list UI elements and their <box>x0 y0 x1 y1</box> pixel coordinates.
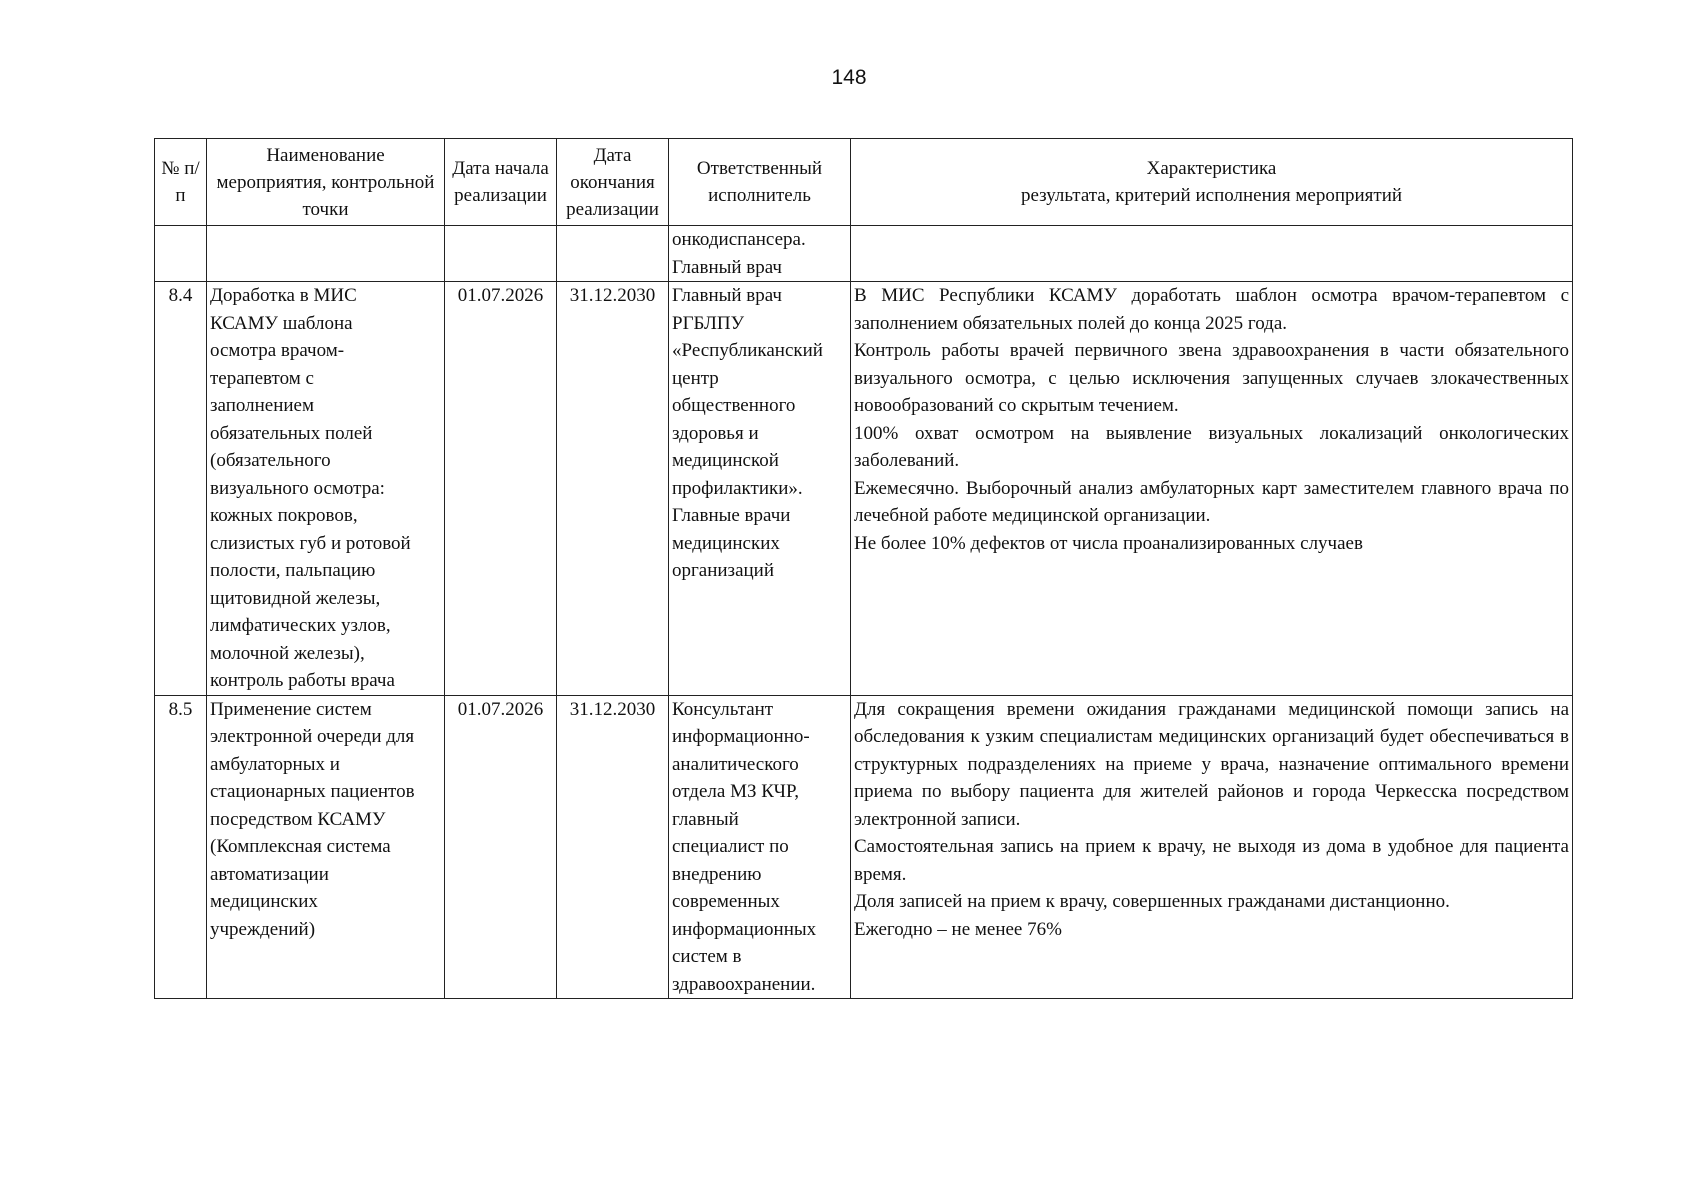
resp-line: здравоохранении. <box>672 973 816 995</box>
header-char-line1: Характеристика <box>1146 158 1277 179</box>
cont-characteristic <box>851 226 1573 282</box>
name-line: электронной очереди для <box>210 726 415 747</box>
responsible <box>669 282 851 696</box>
measures-table <box>154 138 1573 999</box>
resp-line: информационных <box>672 918 817 940</box>
char-paragraph: Контроль работы врачей первичного звена здравоохранения в части обязательного визуального осмотра, с целью исключения запущенных случаев злокачественных новообразований со скрытым течением. <box>854 340 1569 416</box>
header-num: № п/п <box>155 139 207 226</box>
name-line: осмотра врачом- <box>210 340 345 361</box>
name-line: кожных покровов, <box>210 505 358 526</box>
end-date: 31.12.2030 <box>557 695 669 999</box>
name-line: медицинских <box>210 891 318 912</box>
resp-line: главный <box>672 808 739 830</box>
resp-line: общественного <box>672 395 796 416</box>
header-char-line2: результата, критерий исполнения мероприятий <box>1020 185 1403 206</box>
table-row <box>155 226 1573 282</box>
resp-line: специалист по <box>672 836 789 857</box>
table-row <box>155 282 1573 696</box>
resp-line: РГБЛПУ <box>672 312 745 334</box>
resp-line: медицинских <box>672 532 780 554</box>
resp-line: отдела МЗ КЧР, <box>672 781 799 802</box>
header-resp: Ответственный исполнитель <box>669 139 851 226</box>
name-line: обязательных полей <box>210 422 373 444</box>
end-date: 31.12.2030 <box>557 282 669 696</box>
name-line: стационарных пациентов <box>210 781 415 802</box>
responsible <box>669 695 851 999</box>
resp-line: профилактики». <box>672 477 803 499</box>
name-line: терапевтом с <box>210 367 314 389</box>
resp-line: аналитического <box>672 753 799 775</box>
name-line: посредством КСАМУ <box>210 808 386 830</box>
row-number: 8.4 <box>155 282 207 696</box>
resp-line: Главный врач <box>672 285 782 306</box>
name-line: полости, пальпацию <box>210 560 376 581</box>
measure-name <box>207 282 445 696</box>
resp-line: «Республиканский <box>672 340 823 361</box>
name-line: учреждений) <box>210 918 316 940</box>
resp-line: систем в <box>672 946 742 967</box>
resp-line: здоровья и <box>672 422 759 444</box>
char-paragraph: Ежемесячно. Выборочный анализ амбулаторных карт заместителем главного врача по лечебной работе медицинской организации. <box>854 477 1569 526</box>
cont-end <box>557 226 669 282</box>
start-date: 01.07.2026 <box>445 282 557 696</box>
cont-name <box>207 226 445 282</box>
char-paragraph: Ежегодно – не менее 76% <box>854 918 1062 940</box>
name-line: щитовидной железы, <box>210 587 381 609</box>
header-name: Наименование мероприятия, контрольной точки <box>207 139 445 226</box>
characteristic <box>851 282 1573 696</box>
name-line: Доработка в МИС <box>210 285 357 306</box>
char-paragraph: Для сокращения времени ожидания гражданами медицинской помощи запись на обследования к узким специалистам медицинских организаций будет обеспечиваться в структурных подразделениях на приеме у врача, назначение оптимального времени приема по выбору пациента для жителей районов и города Черкесска посредством электронной записи. <box>854 698 1569 830</box>
name-line: заполнением <box>210 395 314 416</box>
row-number: 8.5 <box>155 695 207 999</box>
name-line: молочной железы), <box>210 642 365 664</box>
resp-line: центр <box>672 367 719 389</box>
resp-line: современных <box>672 891 780 912</box>
char-paragraph: Не более 10% дефектов от числа проанализированных случаев <box>854 532 1363 554</box>
resp-line: внедрению <box>672 863 762 885</box>
resp-line: Главные врачи <box>672 505 791 526</box>
char-paragraph: В МИС Республики КСАМУ доработать шаблон осмотра врачом-терапевтом с заполнением обязательных полей до конца 2025 года. <box>854 285 1569 334</box>
name-line: слизистых губ и ротовой <box>210 532 411 554</box>
name-line: Применение систем <box>210 698 372 720</box>
cont-num <box>155 226 207 282</box>
name-line: (Комплексная система <box>210 836 391 857</box>
header-end: Дата окончания реализации <box>557 139 669 226</box>
name-line: контроль работы врача <box>210 670 395 691</box>
measure-name <box>207 695 445 999</box>
cont-resp <box>669 226 851 282</box>
name-line: автоматизации <box>210 863 329 885</box>
resp-line: информационно- <box>672 726 810 747</box>
name-line: визуального осмотра: <box>210 477 385 499</box>
characteristic <box>851 695 1573 999</box>
header-characteristic <box>851 139 1573 226</box>
resp-line: Главный врач <box>672 256 782 278</box>
name-line: (обязательного <box>210 450 331 471</box>
name-line: КСАМУ шаблона <box>210 312 353 334</box>
char-paragraph: Самостоятельная запись на прием к врачу, не выходя из дома в удобное для пациента время. <box>854 836 1569 885</box>
table-header-row <box>155 139 1573 226</box>
header-start: Дата начала реализации <box>445 139 557 226</box>
resp-line: организаций <box>672 560 775 581</box>
name-line: амбулаторных и <box>210 753 340 775</box>
resp-line: Консультант <box>672 698 774 720</box>
name-line: лимфатических узлов, <box>210 615 391 636</box>
table-row <box>155 695 1573 999</box>
resp-line: онкодиспансера. <box>672 229 806 250</box>
resp-line: медицинской <box>672 450 779 471</box>
char-paragraph: Доля записей на прием к врачу, совершенных гражданами дистанционно. <box>854 891 1450 912</box>
page-number: 148 <box>831 66 867 89</box>
cont-start <box>445 226 557 282</box>
start-date: 01.07.2026 <box>445 695 557 999</box>
char-paragraph: 100% охват осмотром на выявление визуальных локализаций онкологических заболеваний. <box>854 422 1569 471</box>
